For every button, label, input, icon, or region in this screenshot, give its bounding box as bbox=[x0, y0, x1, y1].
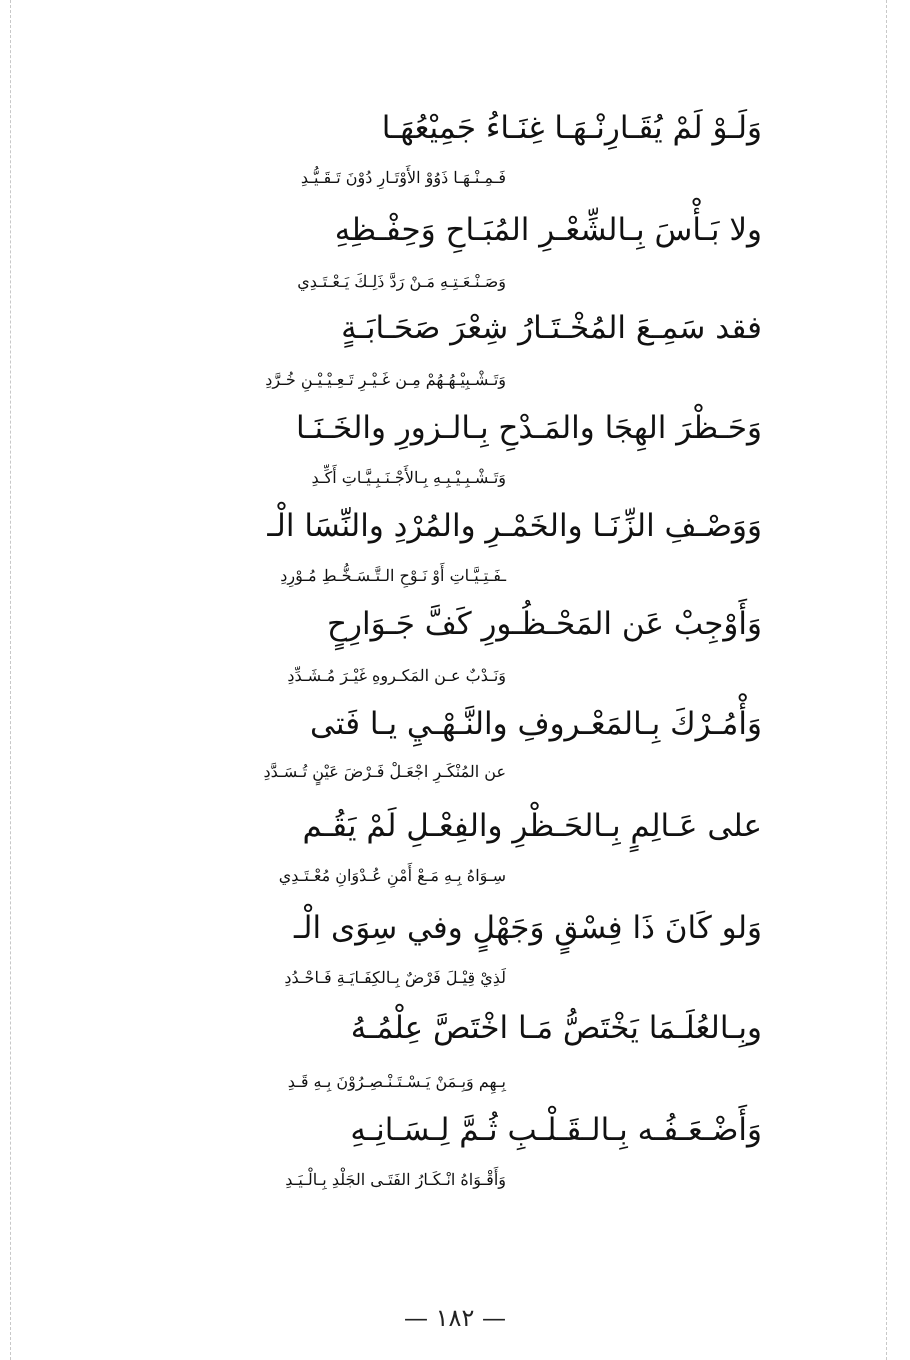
verse-3-second-hemistich: وَتَـشْـبِيْـهُـهُمْ مِـن غَـيْـرِ تَـعِـيْـيْـنِ خُـرَّدِ bbox=[265, 370, 506, 389]
verse-9-second-hemistich: لَذِيْ قِيْـلَ فَرْضٌ بِـالكِفَـايَـةِ فَـاحْـدُدِ bbox=[284, 968, 506, 987]
verse-5-second-hemistich: ـفَـتِـيَّـاتِ أَوْ نَـوْحِ الـتَّـسَـخُّـطِ مُـوْرِدِ bbox=[280, 566, 506, 585]
verse-11-second-hemistich: وَأَقْـوَاهُ انْـكَـارُ الفَتَـى الجَلْدِ بِـالْـيَـدِ bbox=[285, 1170, 506, 1189]
verse-7-first-hemistich: وَأْمُـرْكَ بِـالمَعْـروفِ والنَّـهْـيِ يـا فَتى bbox=[310, 706, 762, 742]
verse-4-first-hemistich: وَحَـظْرَ الهِجَا والمَـدْحِ بِـالـزورِ والخَـنَـا bbox=[295, 410, 762, 446]
verse-9-first-hemistich: وَلو كَانَ ذَا فِسْقٍ وَجَهْلٍ وفي سِوَى الْـ bbox=[293, 910, 762, 946]
verse-2-second-hemistich: وَصَـنْـعَـتِـهِ مَـنْ رَدَّ ذَلِـكَ يَـعْـتَـدِي bbox=[297, 272, 506, 291]
verse-10-second-hemistich: بِـهِم وَبِـمَنْ يَـسْـتَـنْـصِـرُوْنَ بِـهِ قَـدِ bbox=[287, 1072, 506, 1091]
verse-5-first-hemistich: وَوَصْـفِ الزِّنَـا والخَمْـرِ والمُرْدِ والنِّسَا الْـ bbox=[267, 508, 762, 544]
verse-3-first-hemistich: فقد سَمِـعَ المُخْـتَـارُ شِعْرَ صَحَـابَـةٍ bbox=[341, 310, 762, 346]
verse-8-first-hemistich: على عَـالِمٍ بِـالحَـظْرِ والفِعْـلِ لَمْ يَقُـم bbox=[302, 808, 762, 844]
verse-8-second-hemistich: سِـوَاهُ بِـهِ مَـعْ أَمْنِ عُـدْوَانِ مُعْـتَـدِي bbox=[278, 866, 506, 885]
verse-6-first-hemistich: وَأَوْجِبْ عَن المَحْـظُـورِ كَفَّ جَـوَارِحٍ bbox=[327, 606, 762, 642]
verse-4-second-hemistich: وَتَـشْـبِـيْـبِـهِ بِـالأَجْـنَـبِـيَّـاتِ أَكِّـدِ bbox=[311, 468, 506, 487]
verse-7-second-hemistich: عن المُنْكَـرِ اجْعَـلْ فَـرْضَ عَيْنٍ تُـسَـدَّدِ bbox=[263, 762, 506, 781]
verse-1-second-hemistich: فَـمِـنْـهَـا ذَوُوْ الأَوْتَـارِ دُوْنَ تَـقَـيُّـدِ bbox=[300, 168, 506, 187]
verse-2-first-hemistich: ولا بَـأْسَ بِـالشِّعْـرِ المُبَـاحِ وَحِفْـظِهِ bbox=[334, 212, 762, 248]
verse-6-second-hemistich: وَنَـدْبٌ عـن المَكـروهِ غَيْـرَ مُـشَـدِّدِ bbox=[287, 666, 506, 685]
verse-11-first-hemistich: وَأَضْـعَـفُـه بِـالـقَـلْـبِ ثُـمَّ لِـسَـانِـهِ bbox=[350, 1112, 762, 1148]
verse-1-first-hemistich: وَلَـوْ لَمْ يُقَـارِنْـهَـا غِنَـاءُ جَمِيْعُهَـا bbox=[381, 110, 762, 146]
page-number: — ١٨٢ — bbox=[404, 1304, 506, 1332]
verse-10-first-hemistich: وبِـالعُلَـمَا يَخْتَصُّ مَـا اخْتَصَّ عِلْمُـهُ bbox=[350, 1010, 762, 1046]
